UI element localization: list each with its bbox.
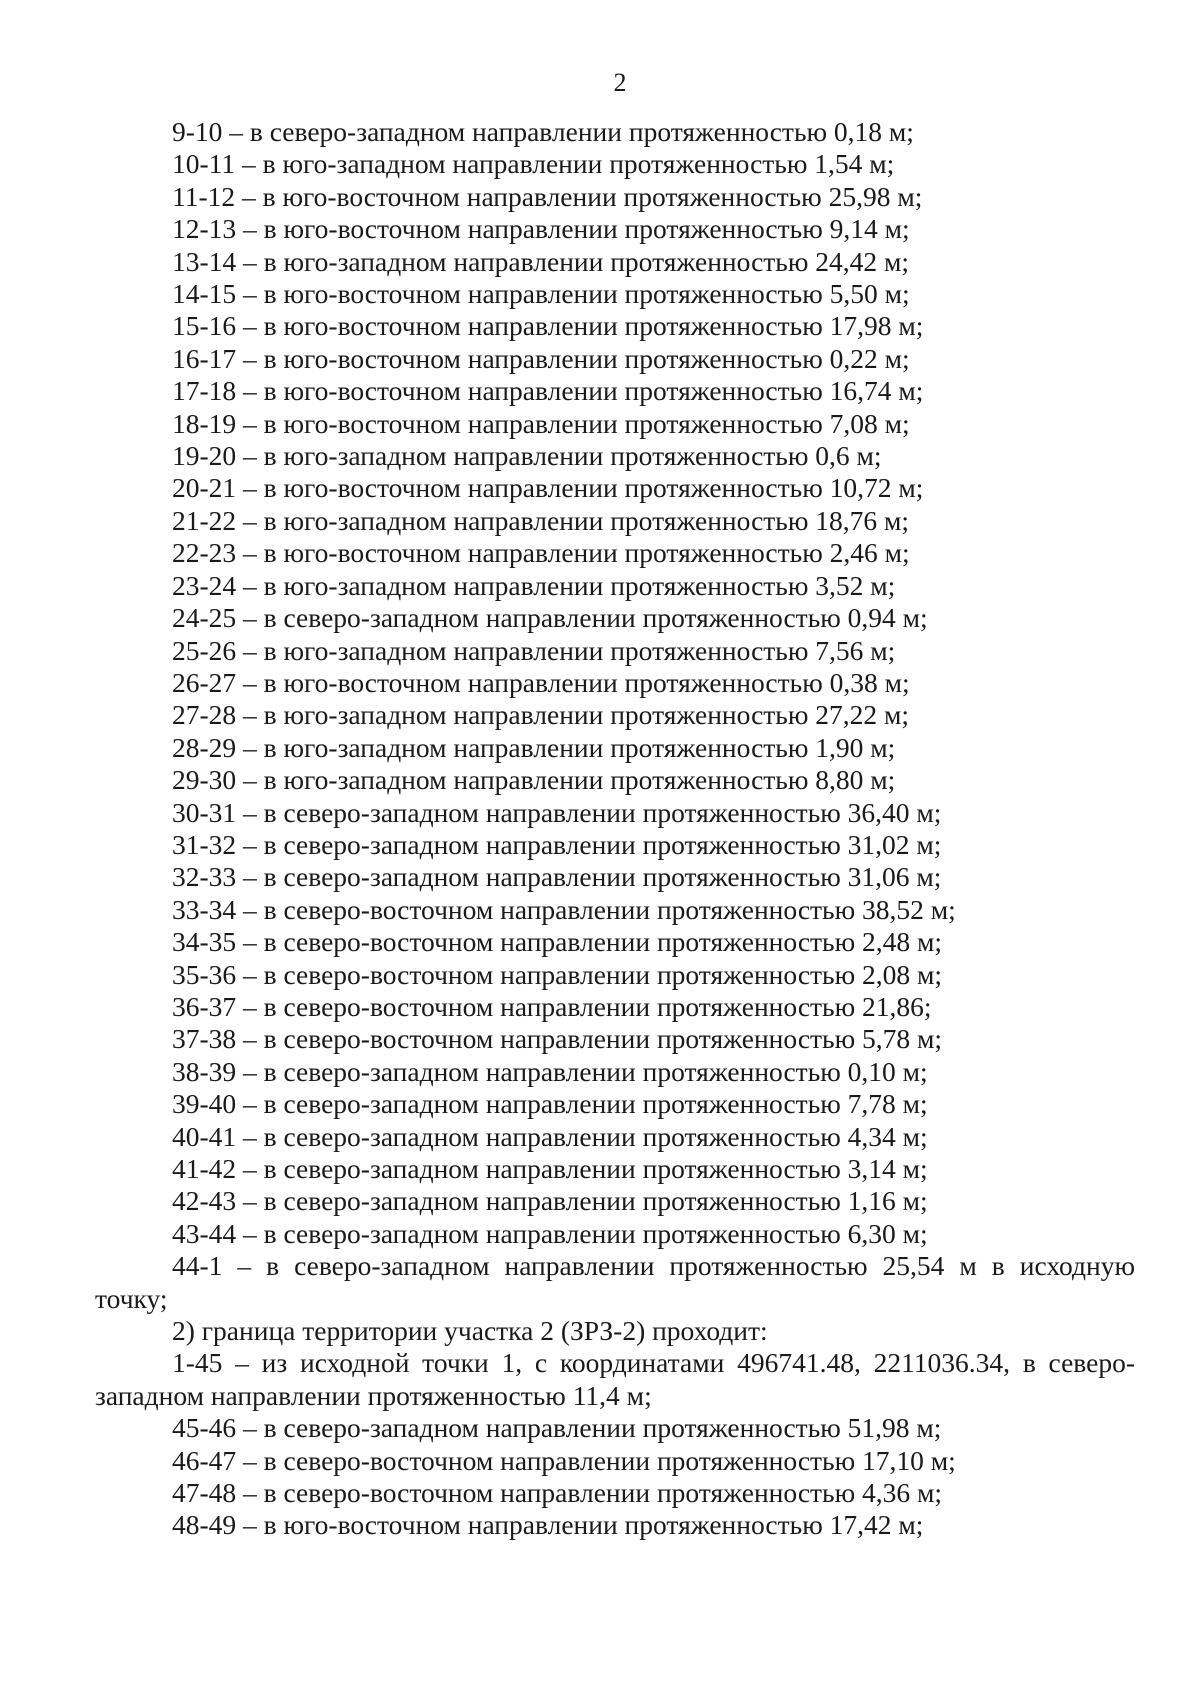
segment-line: 29-30 – в юго-западном направлении протяженностью 8,80 м; bbox=[172, 764, 896, 796]
segment-line: 13-14 – в юго-западном направлении протяженностью 24,42 м; bbox=[172, 245, 910, 277]
segment-line: 11-12 – в юго-восточном направлении протяженностью 25,98 м; bbox=[172, 180, 923, 212]
segment-line: 9-10 – в северо-западном направлении протяженностью 0,18 м; bbox=[172, 116, 914, 147]
segment-line: 37-38 – в северо-восточном направлении протяженностью 5,78 м; bbox=[172, 1023, 943, 1055]
segment-line: 21-22 – в юго-западном направлении протяженностью 18,76 м; bbox=[172, 504, 910, 536]
page-number: 2 bbox=[613, 68, 627, 97]
segment-line: 38-39 – в северо-западном направлении протяженностью 0,10 м; bbox=[172, 1055, 928, 1087]
segment-line: 45-46 – в северо-западном направлении протяженностью 51,98 м; bbox=[172, 1412, 942, 1444]
segment-line: 48-49 – в юго-восточном направлении протяженностью 17,42 м; bbox=[172, 1509, 924, 1541]
segment-line: 18-19 – в юго-восточном направлении протяженностью 7,08 м; bbox=[172, 407, 910, 439]
segment-line: 28-29 – в юго-западном направлении протяженностью 1,90 м; bbox=[172, 731, 896, 763]
segment-line: 47-48 – в северо-восточном направлении протяженностью 4,36 м; bbox=[172, 1477, 943, 1509]
segment-line: 15-16 – в юго-восточном направлении протяженностью 17,98 м; bbox=[172, 310, 924, 342]
segment-line: 36-37 – в северо-восточном направлении протяженностью 21,86; bbox=[172, 990, 932, 1022]
segment-line: 39-40 – в северо-западном направлении протяженностью 7,78 м; bbox=[172, 1088, 928, 1120]
segment-line: 26-27 – в юго-восточном направлении протяженностью 0,38 м; bbox=[172, 666, 910, 698]
segment-line: 20-21 – в юго-восточном направлении протяженностью 10,72 м; bbox=[172, 472, 924, 504]
segment-line: 12-13 – в юго-восточном направлении протяженностью 9,14 м; bbox=[172, 213, 910, 245]
segment-line: 22-23 – в юго-восточном направлении протяженностью 2,46 м; bbox=[172, 537, 910, 569]
segment-line: 46-47 – в северо-восточном направлении протяженностью 17,10 м; bbox=[172, 1444, 956, 1476]
segment-line: 32-33 – в северо-западном направлении протяженностью 31,06 м; bbox=[172, 861, 942, 893]
segment-line: 27-28 – в юго-западном направлении протяженностью 27,22 м; bbox=[172, 699, 910, 731]
segment-line: 42-43 – в северо-западном направлении протяженностью 1,16 м; bbox=[172, 1185, 928, 1217]
segment-line: 35-36 – в северо-восточном направлении протяженностью 2,08 м; bbox=[172, 958, 943, 990]
segment-line: 14-15 – в юго-восточном направлении протяженностью 5,50 м; bbox=[172, 278, 910, 310]
segment-line: 41-42 – в северо-западном направлении протяженностью 3,14 м; bbox=[172, 1153, 928, 1184]
document-body bbox=[95, 116, 1135, 1542]
segment-line: 33-34 – в северо-восточном направлении протяженностью 38,52 м; bbox=[172, 893, 956, 925]
segment-line: 17-18 – в юго-восточном направлении протяженностью 16,74 м; bbox=[172, 375, 924, 407]
segment-line: 19-20 – в юго-западном направлении протяженностью 0,6 м; bbox=[172, 440, 882, 472]
segment-line: 43-44 – в северо-западном направлении протяженностью 6,30 м; bbox=[172, 1217, 928, 1249]
segment-line: 30-31 – в северо-западном направлении протяженностью 36,40 м; bbox=[172, 796, 942, 828]
segment-line: 10-11 – в юго-западном направлении протяженностью 1,54 м; bbox=[172, 148, 895, 180]
segment-list bbox=[95, 116, 1135, 1250]
segment-line: 23-24 – в юго-западном направлении протяженностью 3,52 м; bbox=[172, 569, 896, 601]
segment-line: 1-45 – из исходной точки 1, с координатами 496741.48, 2211036.34, в северо- bbox=[172, 1347, 1135, 1379]
segment-line: 24-25 – в северо-западном направлении протяженностью 0,94 м; bbox=[172, 602, 928, 634]
segment-44-1 bbox=[95, 1250, 1135, 1315]
segment-line: 16-17 – в юго-восточном направлении протяженностью 0,22 м; bbox=[172, 342, 910, 374]
segment-line: 25-26 – в юго-западном направлении протяженностью 7,56 м; bbox=[172, 634, 896, 666]
segment-line-continuation: западном направлении протяженностью 11,4 м; bbox=[95, 1379, 652, 1411]
segment-list-2 bbox=[95, 1412, 1135, 1542]
segment-line: 40-41 – в северо-западном направлении протяженностью 4,34 м; bbox=[172, 1120, 928, 1152]
segment-line: 31-32 – в северо-западном направлении протяженностью 31,02 м; bbox=[172, 828, 942, 860]
segment-line-continuation: точку; bbox=[95, 1282, 168, 1314]
segment-line: 44-1 – в северо-западном направлении протяженностью 25,54 м в исходную bbox=[172, 1250, 1135, 1282]
segment-1-45 bbox=[95, 1347, 1135, 1412]
section-heading: 2) граница территории участка 2 (ЗРЗ-2) проходит: bbox=[172, 1315, 768, 1347]
segment-line: 34-35 – в северо-восточном направлении протяженностью 2,48 м; bbox=[172, 926, 943, 958]
